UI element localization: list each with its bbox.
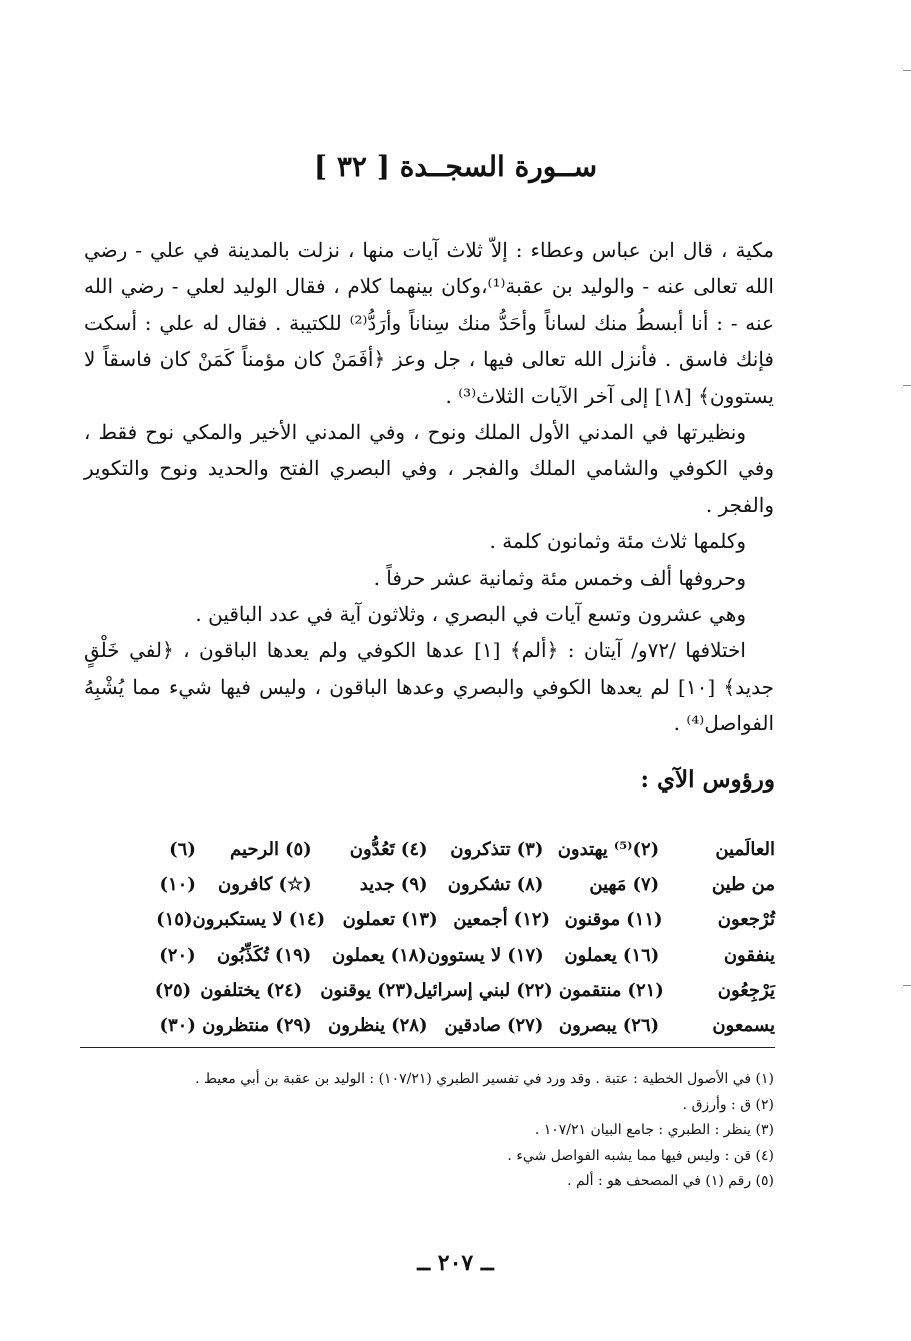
ayah-ending-word: يوقنون: [320, 979, 372, 1001]
ayat-cell: [196, 874, 312, 895]
ayat-row: [80, 867, 775, 902]
ayah-number: (١١): [626, 909, 663, 931]
ayah-ending-word: يبصرون: [558, 1015, 617, 1037]
paragraph: اختلافها /٧٢و/ آيتان : ﴿ألم﴾ [١] عدها الكوفي ولم يعدها الباقون ، ﴿لفي خَلْقٍ جديد﴾ [١٠] لم يعدها الكوفي والبصري وعدها الباقون ، وليس فيها شيء مما يُشْبِهُ الفواصل⁽⁴⁾ .: [84, 638, 775, 736]
ayat-cell: [80, 945, 196, 966]
ayat-cell: [664, 980, 775, 1001]
ayah-number: (٥): [284, 839, 312, 861]
ayat-cell: [553, 980, 664, 1001]
ayah-number: (٢٦): [622, 1015, 660, 1037]
ayah-number: (☆): [278, 874, 312, 896]
ayat-cell: [428, 874, 544, 895]
ayat-cell: [80, 874, 196, 895]
ayah-number: (١٩): [274, 944, 312, 966]
ayat-cell: [543, 1015, 659, 1036]
footnote: (٣) ينظر : الطبري : جامع البيان ١٠٧/٢١ .: [534, 1122, 774, 1138]
ayat-cell: [659, 839, 775, 860]
ayah-number: (٢٩): [275, 1015, 312, 1037]
paragraph: وهي عشرون وتسع آيات في البصري ، وثلاثون آية في عدد الباقين .: [195, 602, 746, 627]
ayat-cell: [659, 945, 775, 966]
ayat-cell: [192, 909, 325, 930]
ayat-cell: [427, 945, 544, 966]
ayah-ending-word: موقنون: [564, 909, 621, 931]
margin-mark: [903, 985, 911, 986]
ayat-cell: [414, 980, 553, 1001]
ayah-number: (٢٥): [154, 979, 192, 1001]
footnote-divider: [80, 1047, 775, 1048]
ayah-number: (٢٨): [391, 1015, 428, 1037]
ayah-number: (٣٠): [159, 1015, 196, 1037]
footnote: (٤) قن : وليس فيها مما يشبه الفواصل شيء .: [507, 1147, 774, 1164]
ayah-number: (٦): [169, 839, 196, 861]
ayah-number: (١٥): [156, 909, 193, 931]
ayat-cell: [80, 839, 196, 860]
ayah-ending-word: منتظرون: [202, 1015, 270, 1037]
ayat-cell: [80, 909, 192, 930]
ayat-cell: [543, 839, 659, 860]
ayah-ending-word: يختلفون: [200, 979, 260, 1001]
ayah-number: (١٣): [401, 909, 438, 931]
ayat-cell: [438, 909, 550, 930]
ayah-number: (٨): [516, 874, 544, 896]
paragraph: وحروفها ألف وخمس مئة وثمانية عشر حرفاً .: [373, 565, 746, 590]
ayah-ending-word: أجمعين: [453, 909, 508, 931]
ayah-number: (١٤): [288, 909, 326, 931]
ayah-ending-word: كافرون: [218, 874, 273, 896]
ayah-ending-word: تَعُدُّون: [349, 839, 395, 861]
ayah-ending-word: تتذكرون: [450, 839, 511, 861]
ayat-row: [80, 832, 775, 867]
ayat-cell: [196, 1015, 312, 1036]
body-text: [84, 232, 774, 742]
ayat-cell: [544, 945, 660, 966]
ayat-cell: [191, 980, 302, 1001]
ayah-number: (٤): [400, 839, 428, 861]
margin-mark: [903, 385, 911, 386]
ayat-row: [80, 973, 775, 1008]
footnotes: [84, 1067, 774, 1195]
ayah-ending-word: جديد: [359, 874, 395, 896]
ayah-ending-word: ينفقون: [723, 944, 775, 966]
ayat-row: [80, 902, 775, 937]
ayah-number: (٢٤): [265, 979, 303, 1001]
ayah-number: (١٠): [159, 874, 196, 896]
ayat-cell: [659, 1015, 775, 1036]
ayah-number: (٧): [632, 874, 660, 896]
ayah-ending-word: يهتدون: [557, 839, 608, 861]
ayah-number: (٩): [400, 874, 428, 896]
ayah-number: (٢١): [627, 979, 664, 1001]
paragraph: وكلمها ثلاث مئة وثمانون كلمة .: [489, 529, 746, 554]
page-number: ــ ٢٠٧ ــ: [417, 1250, 494, 1276]
ayah-ending-word: لبني إسرائيل: [413, 979, 511, 1001]
footnote: (١) في الأصول الخطية : عتبة . وقد ورد في تفسير الطبري (١٠٧/٢١) : الوليد بن عقبة بن أبي معيط .: [195, 1071, 774, 1087]
ayah-ending-word: صادقين: [444, 1015, 501, 1037]
ayah-ending-word: منتقمون: [558, 979, 622, 1001]
footnote: (٢) ق : وأرزق .: [682, 1096, 774, 1113]
ayat-cell: [196, 945, 312, 966]
ayah-number: (٢٠): [159, 944, 196, 966]
ayah-ending-word: مَهين: [589, 874, 627, 896]
paragraph: ونظيرتها في المدني الأول الملك ونوح ، وفي المدني الأخير والمكي نوح فقط ، وفي الكوفي والشامي الملك والفجر ، وفي البصري الفتح والحديد ونوح والتكوير والفجر .: [84, 420, 774, 517]
ayah-ending-word: تشكرون: [447, 874, 511, 896]
ayah-number: (٢٢): [516, 979, 553, 1001]
ayah-number: (١٨): [390, 944, 427, 966]
ayat-cell: [663, 909, 775, 930]
ayat-cell: [302, 980, 413, 1001]
ayat-cell: [325, 909, 437, 930]
ayah-ending-word: تُكَذِّبُون: [216, 944, 269, 966]
ayah-ending-word: ينظرون: [328, 1015, 386, 1037]
ayah-number: (١٦): [622, 944, 660, 966]
ayat-row: [80, 938, 775, 973]
ayat-cell: [196, 839, 312, 860]
ayat-cell: [659, 874, 775, 895]
ayat-cell: [550, 909, 662, 930]
ayah-ending-word: الرحيم: [229, 839, 279, 861]
ayah-number: (٣): [516, 839, 544, 861]
ayat-table: [80, 832, 775, 1043]
ayah-ending-word: يَرْجِعُون: [717, 979, 775, 1001]
ayat-cell: [311, 945, 427, 966]
page-title: ســورة السجــدة [ ٣٢ ]: [313, 150, 598, 183]
ayat-row: [80, 1008, 775, 1043]
paragraph: مكية ، قال ابن عباس وعطاء : إلاّ ثلاث آيات منها ، نزلت بالمدينة في علي - رضي الله تعالى عنه - والوليد بن عقبة⁽¹⁾،وكان بينهما كلام ، فقال الوليد لعلي - رضي الله عنه - : أنا أبسطُ منك لساناً وأحَدُّ منك سِناناً وأرَدُّ⁽²⁾ للكتيبة . فقال له علي : أسكت فإنك فاسق . فأنزل الله تعالى فيها ، جل وعز ﴿أفَمَنْ كان مؤمناً كَمَنْ كان فاسقاً لا يستوون﴾ [١٨] إلى آخر الآيات الثلاث⁽³⁾ .: [84, 238, 774, 408]
ayat-cell: [312, 1015, 428, 1036]
ayah-ending-word: يعملون: [332, 944, 385, 966]
ayah-ending-word: لا يستكبرون: [192, 909, 283, 931]
ayat-cell: [80, 980, 191, 1001]
ayah-number: (٢٧): [506, 1015, 544, 1037]
ayah-ending-word: العالَمين: [715, 839, 775, 861]
ayat-cell: [543, 874, 659, 895]
margin-mark: [903, 70, 911, 71]
ayat-cell: [312, 874, 428, 895]
ayah-ending-word: تُرْجعون: [717, 909, 775, 931]
ayah-number: (٢٣): [377, 979, 414, 1001]
ayah-number: (١٢): [513, 909, 551, 931]
ayat-cell: [312, 839, 428, 860]
footnote: (٥) رقم (١) في المصحف هو : ألم .: [567, 1173, 774, 1189]
ayah-ending-word: تعملون: [342, 909, 396, 931]
ayah-ending-word: يعملون: [564, 944, 617, 966]
ayah-number: (٢)⁽⁵⁾: [613, 839, 660, 861]
ayah-ending-word: من طين: [711, 874, 775, 896]
section-heading: ورؤوس الآي :: [640, 766, 775, 793]
ayat-cell: [80, 1015, 196, 1036]
ayat-cell: [428, 839, 544, 860]
ayah-ending-word: يسمعون: [712, 1015, 775, 1037]
ayat-cell: [428, 1015, 544, 1036]
ayah-number: (١٧): [507, 944, 544, 966]
ayah-ending-word: لا يستوون: [427, 944, 502, 966]
